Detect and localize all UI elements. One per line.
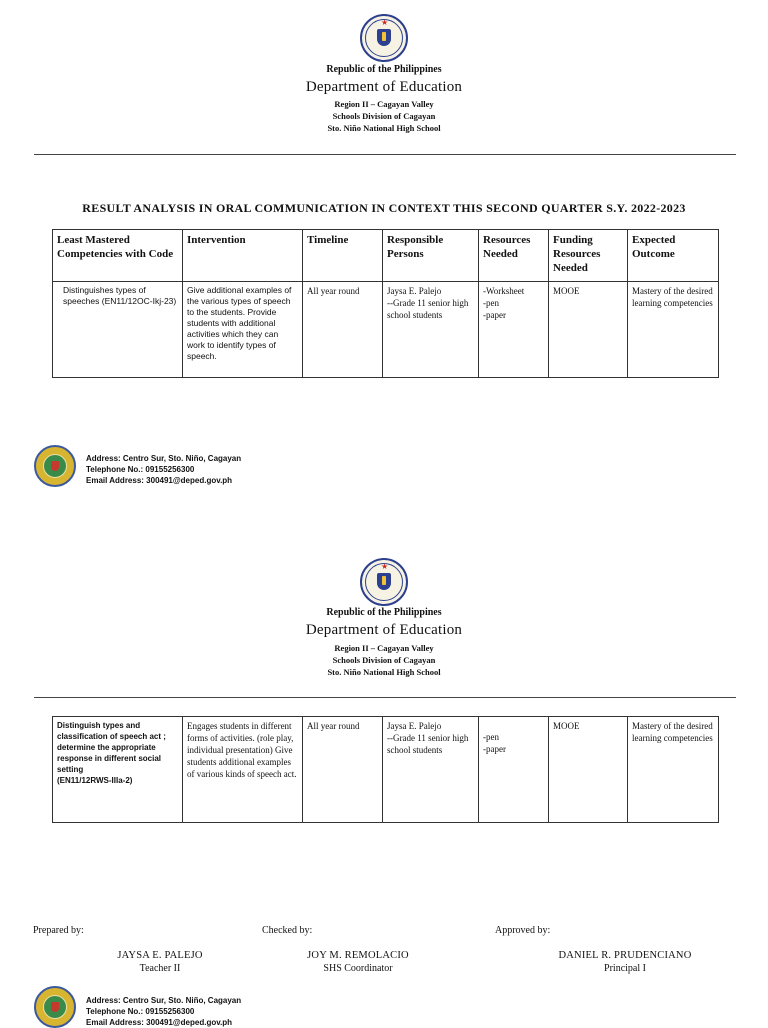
school-line: Sto. Niño National High School	[327, 123, 441, 133]
timeline-cell: All year round	[303, 282, 383, 378]
prepared-by-name: JAYSA E. PALEJO	[117, 950, 203, 961]
persons-cell	[383, 717, 479, 823]
header-funding: Funding Resources Needed	[549, 230, 628, 282]
result-analysis-table-continued	[52, 716, 719, 823]
telephone-line: Telephone No.: 09155256300	[86, 465, 195, 474]
timeline-cell: All year round	[303, 717, 383, 823]
republic-line: Republic of the Philippines	[326, 64, 442, 75]
outcome-cell: Mastery of the desired learning competencies	[628, 717, 719, 823]
header-expected-outcome: Expected Outcome	[628, 230, 719, 282]
competency-cell	[53, 717, 183, 823]
school-line: Sto. Niño National High School	[327, 667, 441, 677]
school-logo	[34, 986, 76, 1028]
school-logo	[34, 445, 76, 487]
funding-cell: MOOE	[549, 717, 628, 823]
outcome-cell: Mastery of the desired learning competencies	[628, 282, 719, 378]
department-title: Department of Education	[305, 79, 463, 95]
header-intervention: Intervention	[183, 230, 303, 282]
report-title: RESULT ANALYSIS IN ORAL COMMUNICATION IN CONTEXT THIS SECOND QUARTER S.Y. 2022-2023	[82, 201, 686, 215]
telephone-line: Telephone No.: 09155256300	[86, 1007, 195, 1016]
resource-item: -Worksheet	[483, 286, 525, 296]
table-header-row	[53, 230, 719, 282]
department-title: Department of Education	[305, 622, 463, 638]
deped-seal-logo: ★	[360, 14, 408, 62]
header-divider	[34, 154, 736, 155]
intervention-cell: Engages students in different forms of activities. (role play, individual presentation) Give students additional examples of various kinds of speech act.	[183, 717, 303, 823]
resource-item: -paper	[483, 744, 506, 754]
checked-by-name: JOY M. REMOLACIO	[307, 950, 409, 961]
region-line: Region II – Cagayan Valley	[334, 643, 434, 653]
division-line: Schools Division of Cagayan	[332, 655, 436, 665]
header-competencies: Least Mastered Competencies with Code	[53, 230, 183, 282]
table-row	[53, 717, 719, 823]
header-timeline: Timeline	[303, 230, 383, 282]
approved-by-role: Principal I	[604, 963, 646, 974]
person-group: --Grade 11 senior high school students	[387, 733, 469, 755]
header-resources: Resources Needed	[479, 230, 549, 282]
person-name: Jaysa E. Palejo	[387, 286, 442, 296]
checked-by-role: SHS Coordinator	[323, 963, 393, 974]
division-line: Schools Division of Cagayan	[332, 111, 436, 121]
table-row	[53, 282, 719, 378]
competency-code: (EN11/12RWS-IIIa-2)	[57, 776, 133, 785]
email-line: Email Address: 300491@deped.gov.ph	[86, 1018, 233, 1027]
approved-by-name: DANIEL R. PRUDENCIANO	[558, 950, 692, 961]
address-line: Address: Centro Sur, Sto. Niño, Cagayan	[86, 996, 242, 1005]
approved-by-label: Approved by:	[495, 925, 551, 936]
person-name: Jaysa E. Palejo	[387, 721, 442, 731]
result-analysis-table	[52, 229, 719, 378]
resource-item: -pen	[483, 298, 499, 308]
region-line: Region II – Cagayan Valley	[334, 99, 434, 109]
funding-cell: MOOE	[549, 282, 628, 378]
resource-item: -pen	[483, 732, 499, 742]
resources-cell	[479, 717, 549, 823]
person-group: --Grade 11 senior high school students	[387, 298, 469, 320]
email-line: Email Address: 300491@deped.gov.ph	[86, 476, 233, 485]
resource-item: -paper	[483, 310, 506, 320]
prepared-by-label: Prepared by:	[33, 925, 84, 936]
header-divider	[34, 697, 736, 698]
competency-text: Distinguish types and classification of speech act ; determine the appropriate response in different social setting	[57, 721, 166, 774]
header-responsible-persons: Responsible Persons	[383, 230, 479, 282]
competency-cell: Distinguishes types of speeches (EN11/12OC-Ikj-23)	[53, 282, 183, 378]
republic-line: Republic of the Philippines	[326, 607, 442, 618]
intervention-cell: Give additional examples of the various types of speech to the students. Provide students with additional activities which they can work to identify types of speech.	[183, 282, 303, 378]
address-block	[86, 453, 241, 486]
resources-cell	[479, 282, 549, 378]
prepared-by-role: Teacher II	[139, 963, 181, 974]
persons-cell	[383, 282, 479, 378]
deped-seal-logo: ★	[360, 558, 408, 606]
checked-by-label: Checked by:	[262, 925, 313, 936]
address-block	[86, 995, 241, 1028]
address-line: Address: Centro Sur, Sto. Niño, Cagayan	[86, 454, 242, 463]
